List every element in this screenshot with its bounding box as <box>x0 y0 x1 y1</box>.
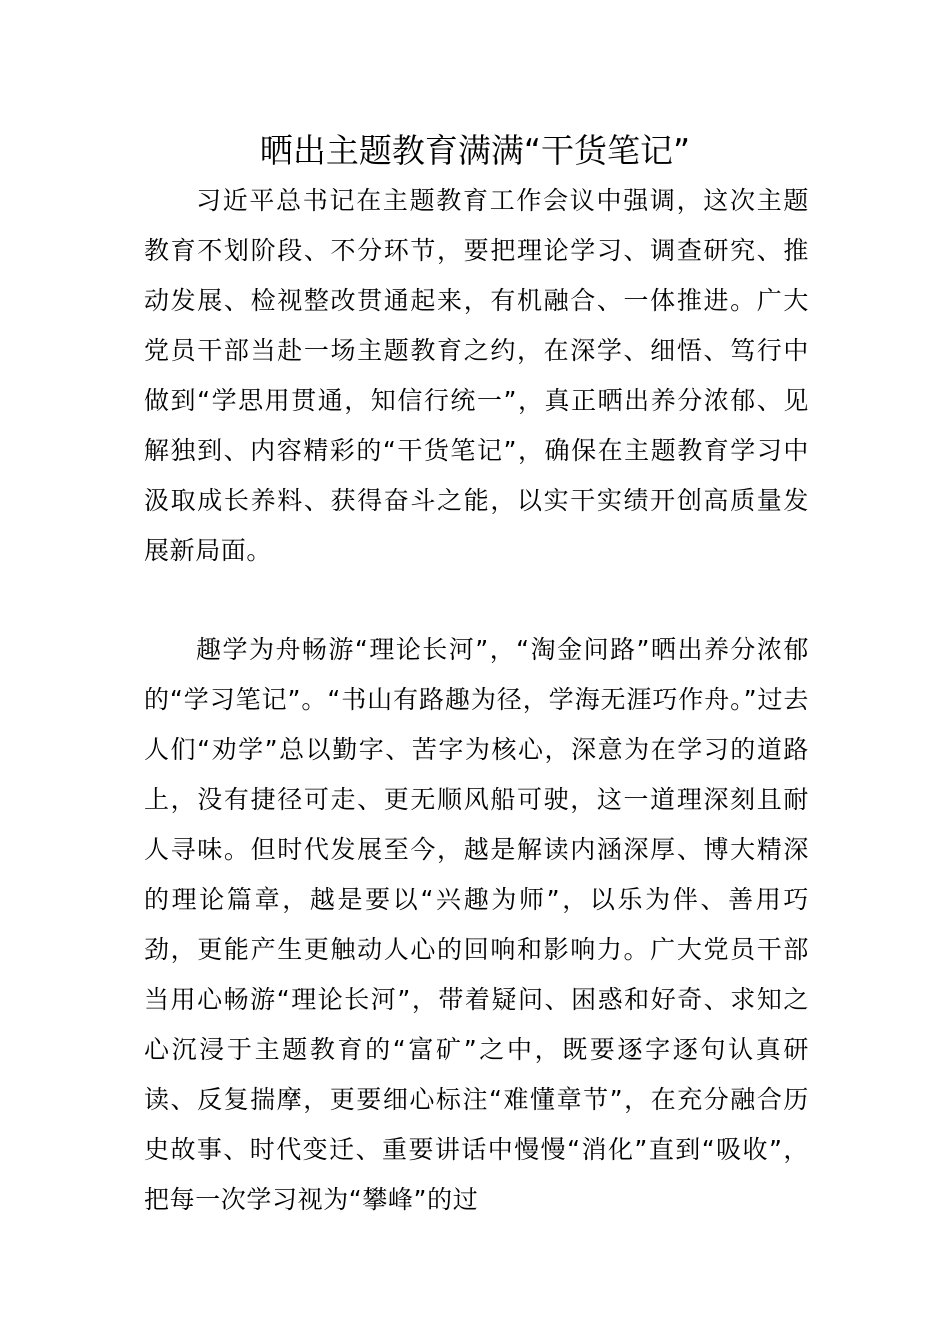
paragraph-intro: 习近平总书记在主题教育工作会议中强调，这次主题教育不划阶段、不分环节，要把理论学习、调查研究、推动发展、检视整改贯通起来，有机融合、一体推进。广大党员干部当赴一场主题教育之约，在深学、细悟、笃行中做到“学思用贯通，知信行统一”，真正晒出养分浓郁、见解独到、内容精彩的“干货笔记”，确保在主题教育学习中汲取成长养料、获得奋斗之能，以实干实绩开创高质量发展新局面。 <box>144 186 809 565</box>
document-title: 晒出主题教育满满“干货笔记” <box>259 131 691 170</box>
paragraph-study-notes: 趣学为舟畅游“理论长河”，“淘金问路”晒出养分浓郁的“学习笔记”。“书山有路趣为径，学海无涯巧作舟。”过去人们“劝学”总以勤字、苦字为核心，深意为在学习的道路上，没有捷径可走、更无顺风船可驶，这一道理深刻且耐人寻味。但时代发展至今，越是解读内涵深厚、博大精深的理论篇章，越是要以“兴趣为师”，以乐为伴、善用巧劲，更能产生更触动人心的回响和影响力。广大党员干部当用心畅游“理论长河”，带着疑问、困惑和好奇、求知之心沉浸于主题教育的“富矿”之中，既要逐字逐句认真研读、反复揣摩，更要细心标注“难懂章节”，在充分融合历史故事、时代变迁、重要讲话中慢慢“消化”直到“吸收”，把每一次学习视为“攀峰”的过 <box>144 635 809 1214</box>
